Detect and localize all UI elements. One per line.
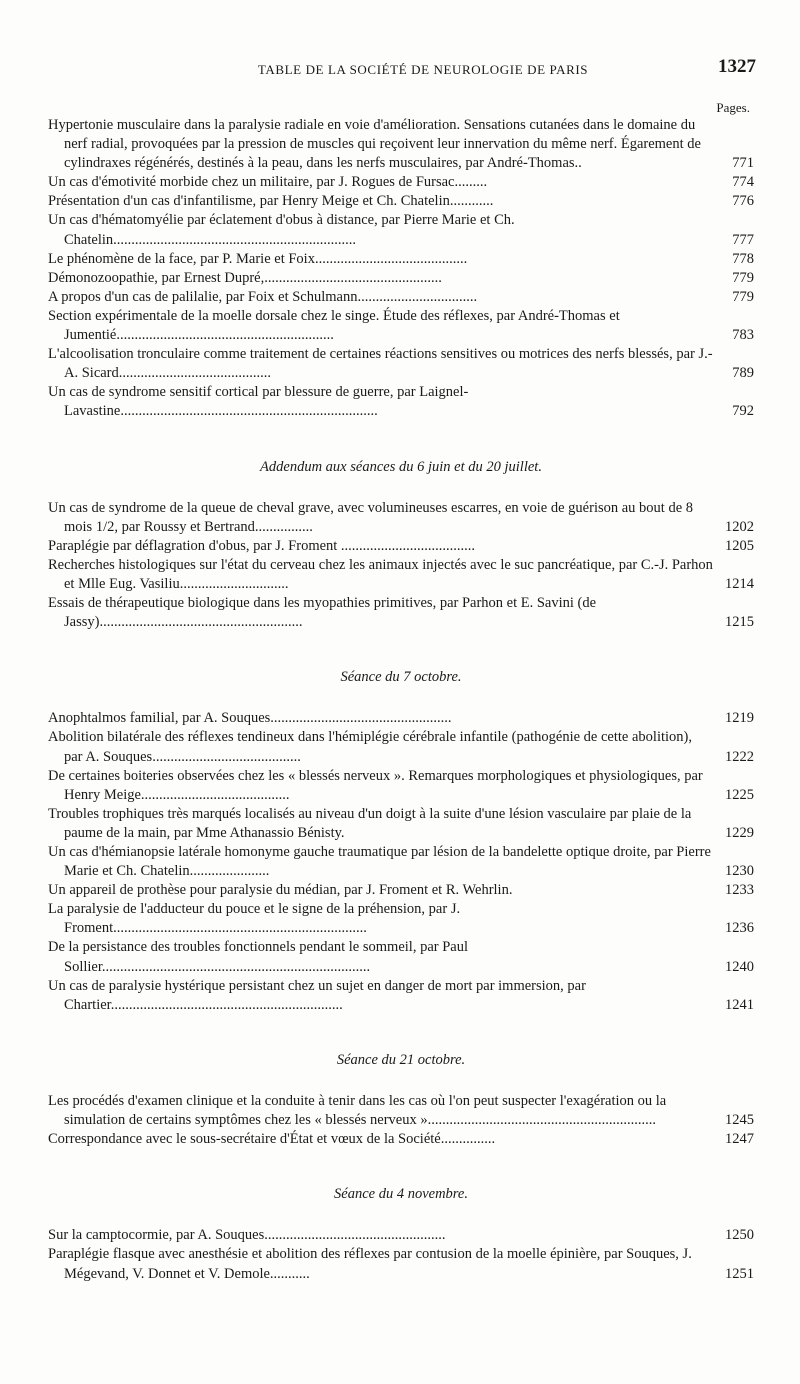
entry-text: Correspondance avec le sous-secrétaire d'État et vœux de la Société...............	[48, 1131, 496, 1148]
entry-text: Hypertonie musculaire dans la paralysie radiale en voie d'amélioration. Sensations cutanées dans le domaine du nerf radial, provoquées par la pression de muscles qui reçoivent leur innervation du même nerf. Égarement de cylindraxes régénérés, destinés à la peau, dans les nerfs musculaires, par André-Thomas..	[48, 117, 701, 172]
running-title: TABLE DE LA SOCIÉTÉ DE NEUROLOGIE DE PARIS	[257, 62, 589, 77]
toc-section	[48, 668, 754, 1015]
entry-page-number: 774	[732, 174, 754, 191]
toc-entry	[48, 767, 754, 805]
entry-text: Paraplégie par déflagration d'obus, par J. Froment .....................................	[48, 537, 476, 554]
entry-page-number: 778	[732, 250, 754, 267]
section-heading: Séance du 21 octobre.	[336, 1051, 466, 1068]
entry-text: Un cas de syndrome sensitif cortical par blessure de guerre, par Laignel-Lavastine.......................................................................	[48, 384, 469, 420]
entry-page-number: 777	[732, 231, 754, 248]
entry-page-number: 776	[732, 193, 754, 210]
entry-text: Un cas de syndrome de la queue de cheval grave, avec volumineuses escarres, en voie de guérison au bout de 8 mois 1/2, par Roussy et Bertrand................	[48, 499, 694, 535]
entry-page-number: 1240	[725, 958, 754, 975]
entry-text: Un appareil de prothèse pour paralysie du médian, par J. Froment et R. Wehrlin.	[48, 882, 513, 899]
section-heading: Séance du 4 novembre.	[334, 1186, 468, 1203]
entry-text: A propos d'un cas de palilalie, par Foix et Schulmann.................................	[48, 288, 478, 305]
entry-page-number: 1219	[725, 710, 754, 727]
entry-text: Le phénomène de la face, par P. Marie et Foix..........................................	[48, 250, 468, 267]
toc-entry	[48, 805, 754, 843]
entry-text: Section expérimentale de la moelle dorsale chez le singe. Étude des réflexes, par André-Thomas et Jumentié............................................................	[48, 307, 620, 344]
entry-page-number: 771	[732, 155, 754, 172]
entry-page-number: 1222	[725, 748, 754, 765]
entry-page-number: 789	[732, 365, 754, 382]
toc-entry	[48, 938, 754, 976]
toc-entry	[48, 537, 754, 556]
toc-entry	[48, 383, 754, 421]
toc-entry	[48, 192, 754, 211]
toc-entry	[48, 288, 754, 307]
toc-entry	[48, 1226, 754, 1245]
toc-entry	[48, 709, 754, 728]
entry-page-number: 1230	[725, 863, 754, 880]
toc-entry	[48, 900, 754, 938]
toc-entry	[48, 345, 754, 383]
entry-text: Sur la camptocormie, par A. Souques..................................................	[48, 1227, 446, 1244]
pages-column-label: Pages.	[716, 100, 750, 115]
entry-page-number: 1245	[725, 1112, 754, 1129]
section-heading: Addendum aux séances du 6 juin et du 20 juillet.	[260, 458, 542, 475]
entry-text: Un cas d'émotivité morbide chez un militaire, par J. Rogues de Fursac.........	[48, 174, 488, 191]
entry-page-number: 1251	[725, 1265, 754, 1282]
entry-page-number: 1250	[725, 1227, 754, 1244]
entry-text: Un cas de paralysie hystérique persistant chez un sujet en danger de mort par immersion, par Chartier................................................................	[48, 977, 586, 1013]
toc-entry	[48, 307, 754, 345]
section-heading: Séance du 7 octobre.	[340, 669, 462, 686]
entry-page-number: 1247	[725, 1131, 754, 1148]
entry-text: Essais de thérapeutique biologique dans les myopathies primitives, par Parhon et E. Savini (de Jassy)........................................................	[48, 595, 597, 631]
entry-text: La paralysie de l'adducteur du pouce et le signe de la préhension, par J. Froment......................................................................	[48, 901, 461, 937]
toc-entry	[48, 556, 754, 594]
entry-page-number: 1202	[725, 518, 754, 535]
entry-text: De la persistance des troubles fonctionnels pendant le sommeil, par Paul Sollier..........................................................................	[48, 939, 468, 975]
entry-text: Démonozoopathie, par Ernest Dupré,.................................................	[48, 269, 442, 286]
entry-text: Paraplégie flasque avec anesthésie et abolition des réflexes par contusion de la moelle épinière, par Souques, J. Mégevand, V. Donnet et V. Demole...........	[48, 1246, 692, 1282]
entry-text: Un cas d'hémianopsie latérale homonyme gauche traumatique par lésion de la bandelette optique droite, par Pierre Marie et Ch. Chatelin......................	[48, 844, 711, 880]
toc-entry	[48, 728, 754, 766]
entry-page-number: 1215	[725, 614, 754, 631]
toc-entry	[48, 269, 754, 288]
page-header	[48, 56, 756, 86]
toc-entry	[48, 1130, 754, 1149]
toc-section	[48, 1051, 754, 1149]
entry-text: De certaines boiteries observées chez les « blessés nerveux ». Remarques morphologiques et physiologiques, par Henry Meige.........................................	[48, 767, 703, 803]
entry-page-number: 779	[732, 269, 754, 286]
entry-page-number: 779	[732, 288, 754, 305]
entry-text: Recherches histologiques sur l'état du cerveau chez les animaux injectés avec le suc pancréatique, par C.-J. Parhon et Mlle Eug. Vasiliu..............................	[48, 556, 713, 592]
toc-entry	[48, 881, 754, 900]
table-of-contents	[48, 116, 754, 1284]
entry-text: L'alcoolisation tronculaire comme traitement de certaines réactions sensitives ou motrices des nerfs blessés, par J.-A. Sicard..........................................	[48, 346, 713, 382]
entry-text: Présentation d'un cas d'infantilisme, par Henry Meige et Ch. Chatelin............	[48, 193, 494, 210]
toc-entry	[48, 977, 754, 1015]
entry-text: Anophtalmos familial, par A. Souques..................................................	[48, 710, 452, 727]
entry-page-number: 1241	[725, 996, 754, 1013]
toc-section	[48, 116, 754, 422]
toc-entry	[48, 499, 754, 537]
toc-entry	[48, 211, 754, 249]
toc-entry	[48, 173, 754, 192]
entry-page-number: 1236	[725, 920, 754, 937]
entry-text: Les procédés d'examen clinique et la conduite à tenir dans les cas où l'on peut suspecter l'exagération ou la simulation de certains symptômes chez les « blessés nerveux »...............................................................	[48, 1092, 667, 1129]
entry-text: Abolition bilatérale des réflexes tendineux dans l'hémiplégie cérébrale infantile (pathogénie de cette abolition), par A. Souques.........................................	[48, 729, 692, 765]
toc-entry	[48, 1092, 754, 1130]
toc-section	[48, 1185, 754, 1283]
toc-entry	[48, 1245, 754, 1283]
entry-text: Un cas d'hématomyélie par éclatement d'obus à distance, par Pierre Marie et Ch. Chatelin...................................................................	[48, 212, 515, 248]
entry-page-number: 1205	[725, 537, 754, 554]
toc-entry	[48, 116, 754, 173]
toc-section	[48, 458, 754, 633]
entry-page-number: 1225	[725, 786, 754, 803]
toc-entry	[48, 843, 754, 881]
toc-entry	[48, 250, 754, 269]
entry-text: Troubles trophiques très marqués localisés au niveau d'un doigt à la suite d'une lésion vasculaire par plaie de la paume de la main, par Mme Athanassio Bénisty.	[48, 805, 692, 841]
toc-entry	[48, 594, 754, 632]
entry-page-number: 1229	[725, 824, 754, 841]
page-number: 1327	[718, 56, 756, 77]
entry-page-number: 792	[732, 403, 754, 420]
entry-page-number: 1233	[725, 882, 754, 899]
entry-page-number: 1214	[725, 575, 754, 592]
entry-page-number: 783	[732, 327, 754, 344]
